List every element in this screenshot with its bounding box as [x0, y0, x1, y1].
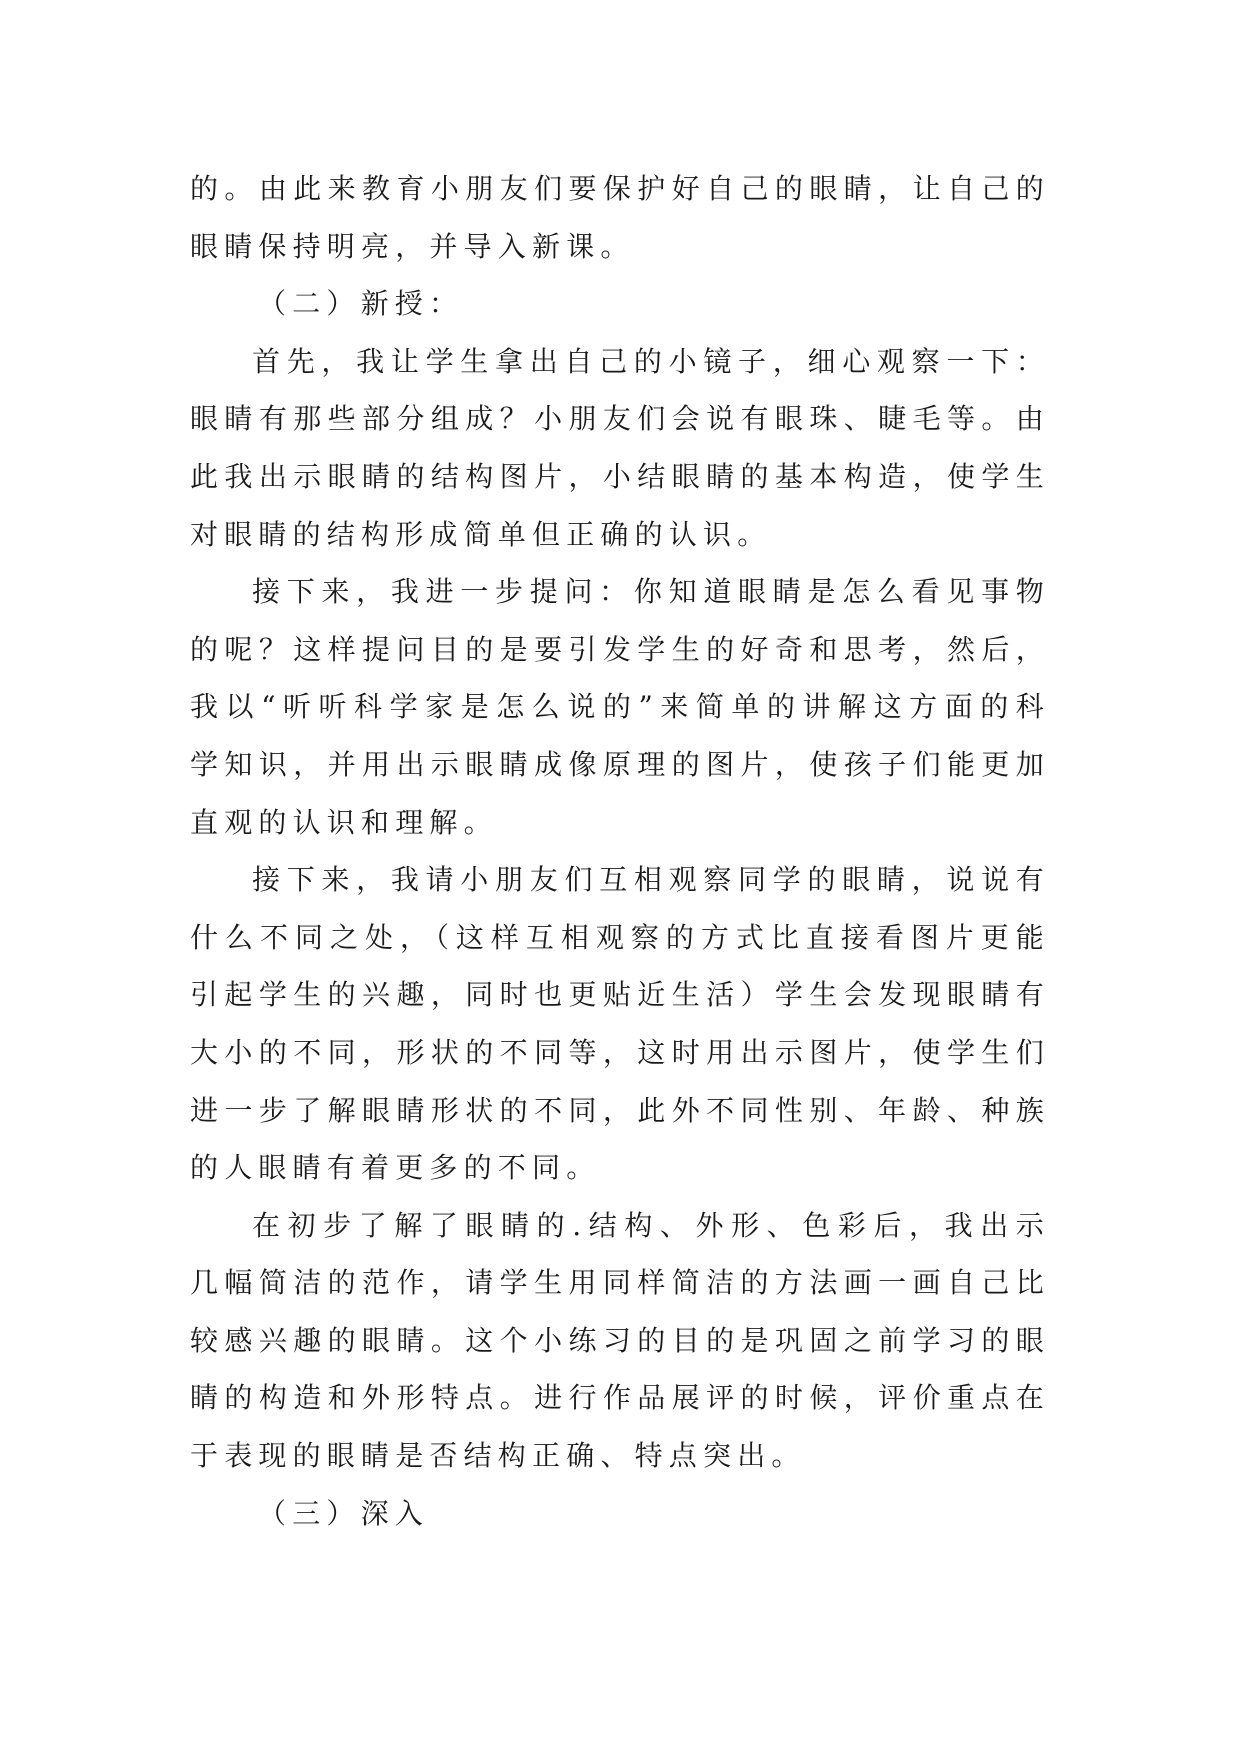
- paragraph-peer-observation: 接下来，我请小朋友们互相观察同学的眼睛，说说有什么不同之处，（这样互相观察的方式比直接看图片更能引起学生的兴趣，同时也更贴近生活）学生会发现眼睛有大小的不同，形状的不同等，这时用出示图片，使学生们进一步了解眼睛形状的不同，此外不同性别、年龄、种族的人眼睛有着更多的不同。: [190, 863, 1050, 1185]
- document-body: [190, 160, 1050, 1542]
- section-heading-deepening: （三）深入: [258, 1496, 430, 1530]
- paragraph-intro-continuation: 的。由此来教育小朋友们要保护好自己的眼睛，让自己的眼睛保持明亮，并导入新课。: [190, 172, 1050, 263]
- paragraph-mirror-observation: 首先，我让学生拿出自己的小镜子，细心观察一下：眼睛有那些部分组成？小朋友们会说有眼珠、睫毛等。由此我出示眼睛的结构图片，小结眼睛的基本构造，使学生对眼睛的结构形成简单但正确的认识。: [190, 344, 1050, 551]
- section-heading-new-lesson: （二）新授：: [258, 287, 464, 321]
- paragraph-how-eyes-see: 接下来，我进一步提问：你知道眼睛是怎么看见事物的呢？这样提问目的是要引发学生的好奇和思考，然后，我以“听听科学家是怎么说的”来简单的讲解这方面的科学知识，并用出示眼睛成像原理的图片，使孩子们能更加直观的认识和理解。: [190, 575, 1050, 839]
- paragraph-drawing-practice: 在初步了解了眼睛的.结构、外形、色彩后，我出示几幅简洁的范作，请学生用同样简洁的方法画一画自己比较感兴趣的眼睛。这个小练习的目的是巩固之前学习的眼睛的构造和外形特点。进行作品展评的时候，评价重点在于表现的眼睛是否结构正确、特点突出。: [190, 1208, 1050, 1473]
